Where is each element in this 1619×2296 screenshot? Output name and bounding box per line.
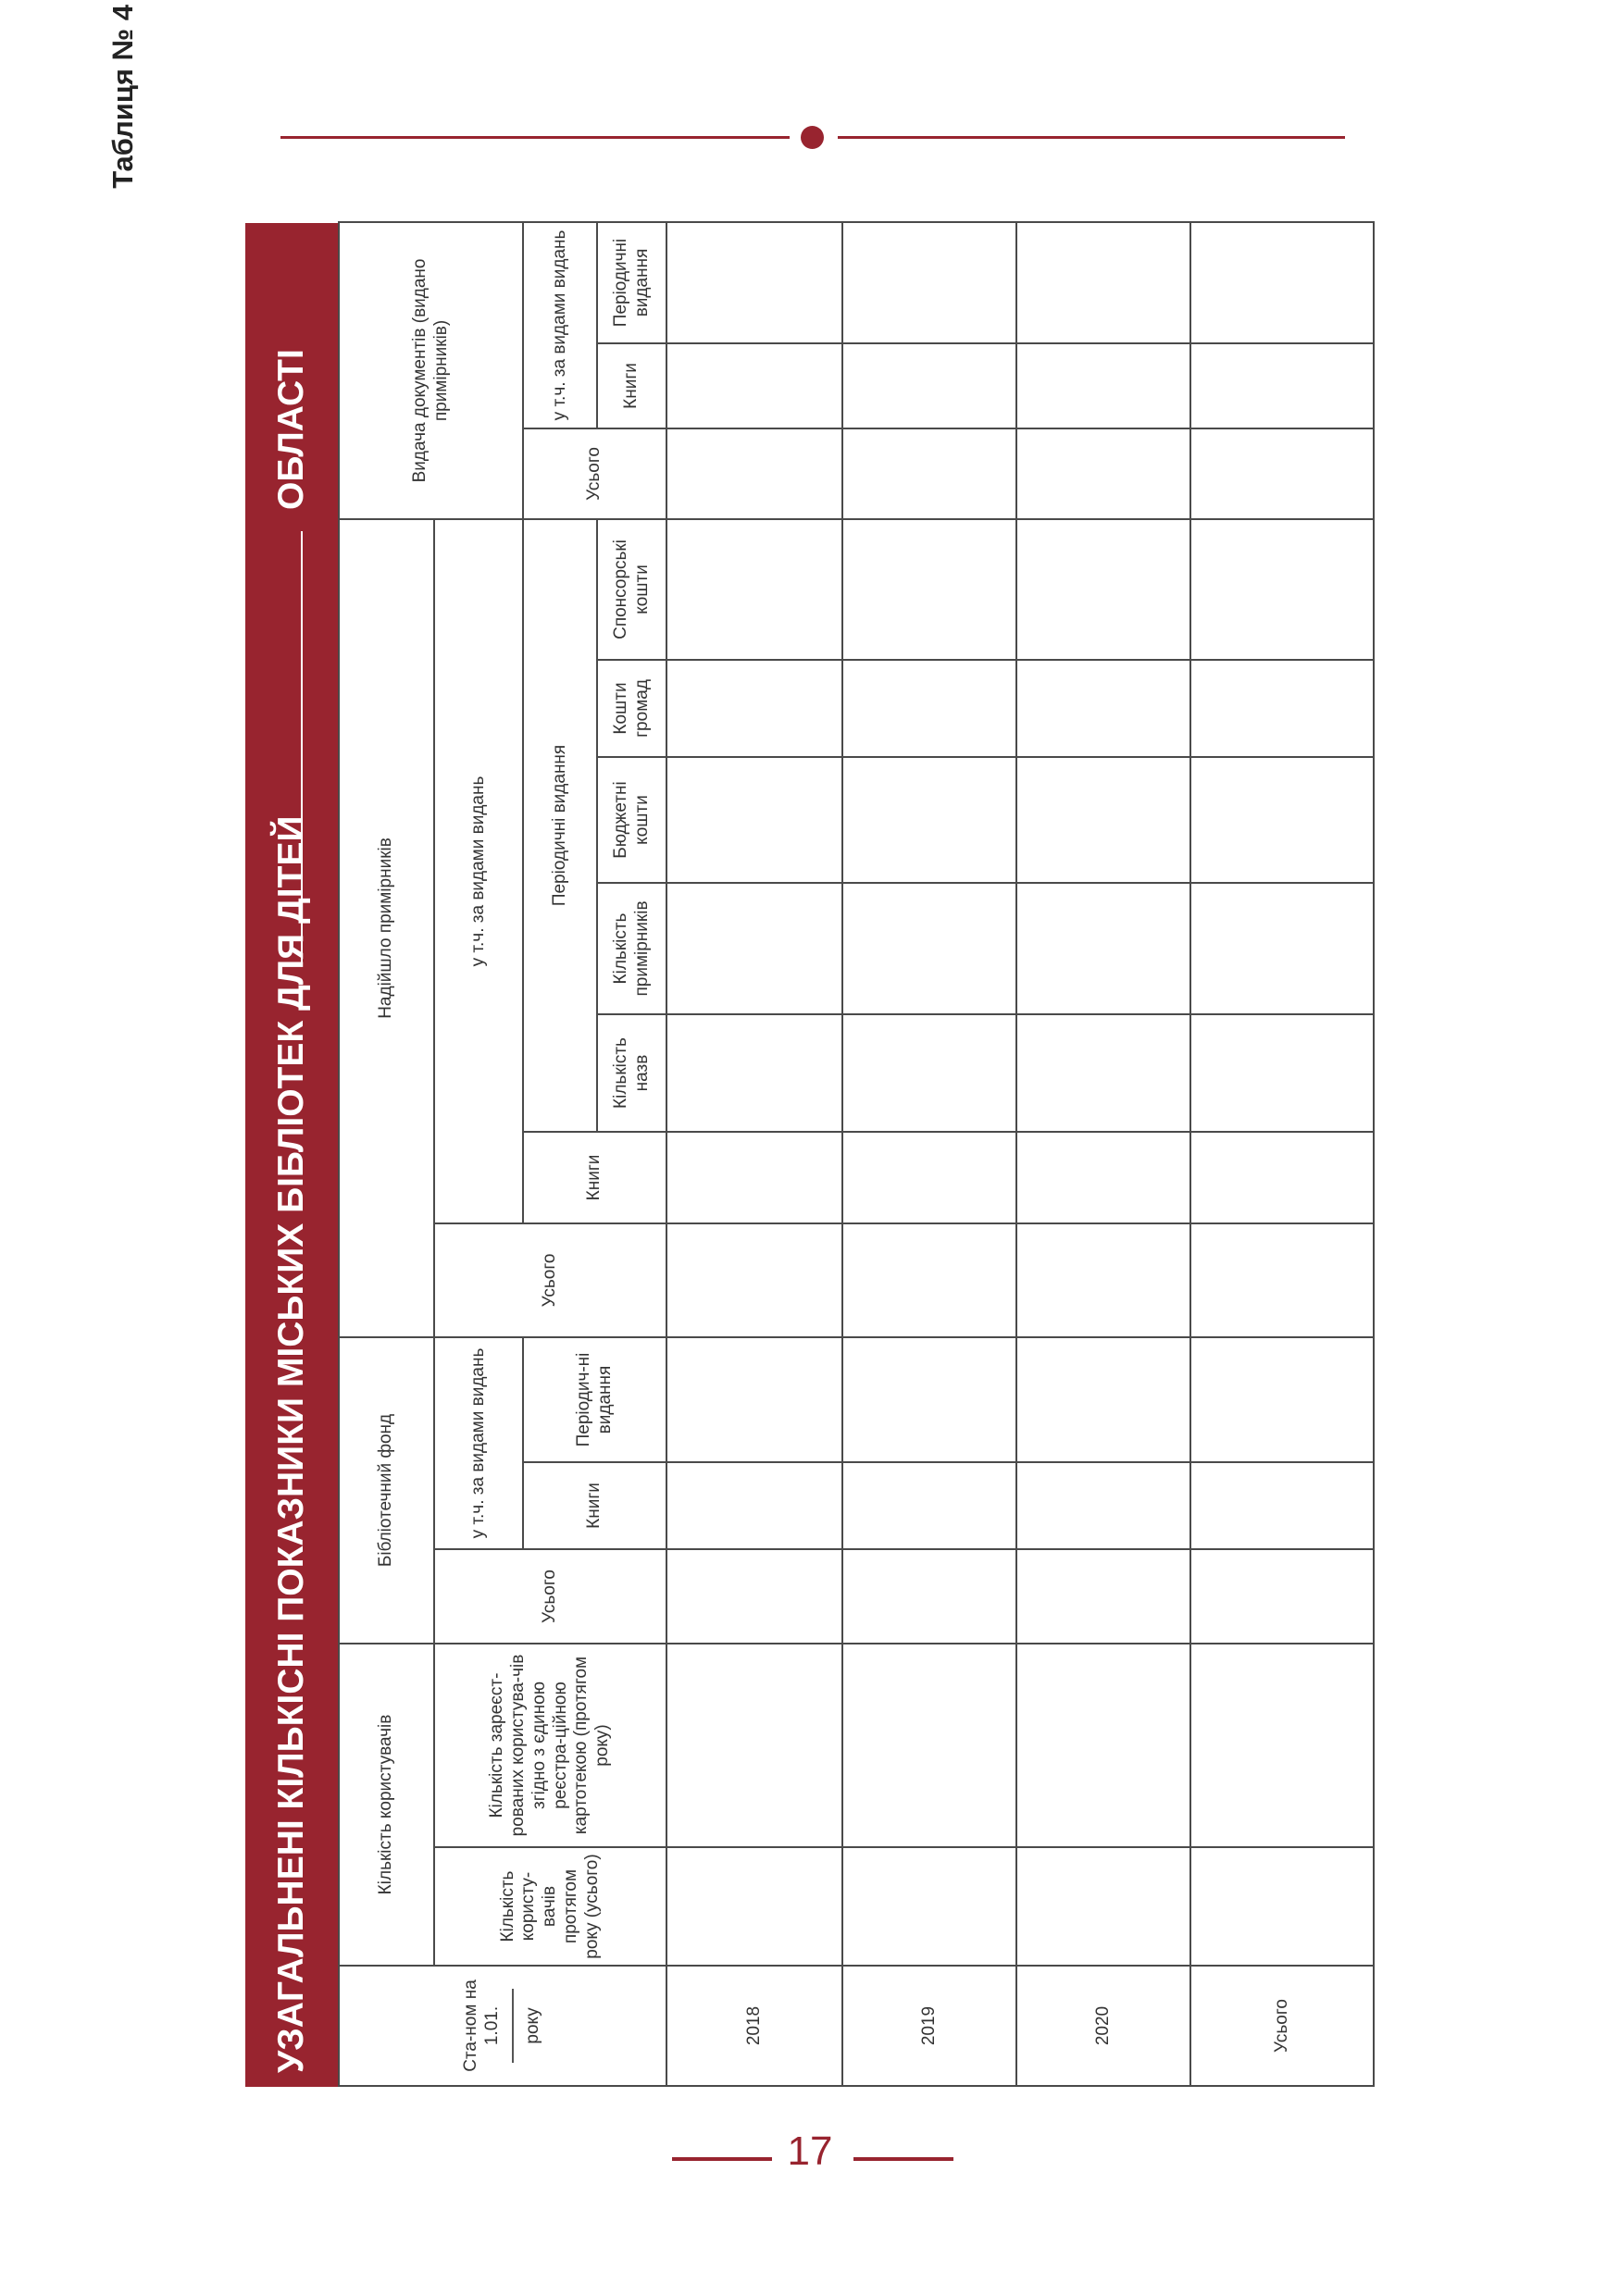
users-group-header: Кількість користувачів <box>339 1644 434 1966</box>
data-cell[interactable] <box>1190 1132 1374 1223</box>
data-cell[interactable] <box>842 428 1016 519</box>
data-cell[interactable] <box>1190 1549 1374 1644</box>
data-cell[interactable] <box>666 883 842 1014</box>
received-total-header: Усього <box>434 1223 666 1337</box>
data-cell[interactable] <box>842 343 1016 428</box>
data-cell[interactable] <box>1190 1644 1374 1847</box>
data-cell[interactable] <box>1190 1014 1374 1132</box>
page-number: 17 <box>787 2128 833 2174</box>
data-cell[interactable] <box>1016 1014 1190 1132</box>
data-cell[interactable] <box>1016 883 1190 1014</box>
data-cell[interactable] <box>666 343 842 428</box>
received-community-header: Кошти громад <box>597 660 666 757</box>
issued-periodicals-header: Періодичні видання <box>597 222 666 343</box>
data-cell[interactable] <box>1016 519 1190 660</box>
data-cell[interactable] <box>842 519 1016 660</box>
data-cell[interactable] <box>666 660 842 757</box>
top-rule-right <box>838 136 1345 139</box>
fund-by-type-header: у т.ч. за видами видань <box>434 1337 523 1549</box>
data-cell[interactable] <box>1016 1549 1190 1644</box>
table-row <box>666 222 842 2086</box>
data-cell[interactable] <box>1016 660 1190 757</box>
received-books-header: Книги <box>523 1132 666 1223</box>
footer-rule-right <box>853 2157 953 2161</box>
data-cell[interactable] <box>666 757 842 883</box>
statistics-table <box>338 221 1375 2087</box>
data-cell[interactable] <box>842 1337 1016 1462</box>
status-date-header: Ста-ном на 1.01. року <box>339 1966 666 2086</box>
received-by-type-header: у т.ч. за видами видань <box>434 519 523 1223</box>
data-cell[interactable] <box>1190 1462 1374 1549</box>
data-cell[interactable] <box>1190 1847 1374 1966</box>
data-cell[interactable] <box>842 222 1016 343</box>
data-cell[interactable] <box>842 1847 1016 1966</box>
data-cell[interactable] <box>1016 1644 1190 1847</box>
data-cell[interactable] <box>1190 757 1374 883</box>
data-cell[interactable] <box>1190 519 1374 660</box>
title-bar <box>245 223 338 2087</box>
received-sponsor-header: Спонсорські кошти <box>597 519 666 660</box>
top-rule-dot <box>801 126 824 149</box>
data-cell[interactable] <box>842 1014 1016 1132</box>
data-cell[interactable] <box>842 1223 1016 1337</box>
header-row-1 <box>339 222 434 2086</box>
data-cell[interactable] <box>1190 1337 1374 1462</box>
table-title: УЗАГАЛЬНЕНІ КІЛЬКІСНІ ПОКАЗНИКИ МІСЬКИХ БІБЛІОТЕК ДЛЯ ДІТЕЙ <box>271 815 311 2073</box>
data-cell[interactable] <box>1016 343 1190 428</box>
fund-periodicals-header: Періодич-ні видання <box>523 1337 666 1462</box>
data-cell[interactable] <box>666 1549 842 1644</box>
region-blank-line <box>301 531 303 964</box>
received-copies-count-header: Кількість примірників <box>597 883 666 1014</box>
data-cell[interactable] <box>1190 428 1374 519</box>
row-label-2019: 2019 <box>842 1966 1016 2086</box>
received-periodicals-header: Періодичні видання <box>523 519 597 1132</box>
table-number: Таблиця № 4 <box>106 5 139 189</box>
row-label-2020: 2020 <box>1016 1966 1190 2086</box>
data-cell[interactable] <box>1016 1847 1190 1966</box>
data-cell[interactable] <box>1016 222 1190 343</box>
received-budget-header: Бюджетні кошти <box>597 757 666 883</box>
data-cell[interactable] <box>1016 1223 1190 1337</box>
data-cell[interactable] <box>842 1549 1016 1644</box>
data-cell[interactable] <box>842 757 1016 883</box>
data-cell[interactable] <box>1190 883 1374 1014</box>
data-cell[interactable] <box>842 660 1016 757</box>
users-registered-header: Кількість зареєст-рованих користува-чів згідно з єдиною реєстра-ційною картотекою (протягом року) <box>434 1644 666 1847</box>
data-cell[interactable] <box>1016 757 1190 883</box>
data-cell[interactable] <box>666 428 842 519</box>
data-cell[interactable] <box>1016 1337 1190 1462</box>
data-cell[interactable] <box>842 1132 1016 1223</box>
data-cell[interactable] <box>842 1644 1016 1847</box>
issued-books-header: Книги <box>597 343 666 428</box>
data-cell[interactable] <box>666 1014 842 1132</box>
users-during-year-header: Кількість користу-вачів протягом року (усього) <box>434 1847 666 1966</box>
fund-books-header: Книги <box>523 1462 666 1549</box>
table-title-suffix: ОБЛАСТІ <box>271 349 311 510</box>
received-titles-count-header: Кількість назв <box>597 1014 666 1132</box>
data-cell[interactable] <box>1016 1132 1190 1223</box>
data-cell[interactable] <box>666 1847 842 1966</box>
data-cell[interactable] <box>666 222 842 343</box>
issued-by-type-header: у т.ч. за видами видань <box>523 222 597 428</box>
data-cell[interactable] <box>1190 660 1374 757</box>
data-cell[interactable] <box>1190 1223 1374 1337</box>
data-cell[interactable] <box>842 1462 1016 1549</box>
data-cell[interactable] <box>1190 343 1374 428</box>
data-cell[interactable] <box>1190 222 1374 343</box>
data-cell[interactable] <box>1016 428 1190 519</box>
row-label-total: Усього <box>1190 1966 1374 2086</box>
rotated-table-area <box>106 5 1444 2087</box>
data-cell[interactable] <box>666 1337 842 1462</box>
received-group-header: Надійшло примірників <box>339 519 434 1337</box>
row-label-2018: 2018 <box>666 1966 842 2086</box>
fund-group-header: Бібліотечний фонд <box>339 1337 434 1644</box>
table-row <box>842 222 1016 2086</box>
data-cell[interactable] <box>666 1462 842 1549</box>
fund-total-header: Усього <box>434 1549 666 1644</box>
table-row <box>1016 222 1190 2086</box>
data-cell[interactable] <box>666 519 842 660</box>
data-cell[interactable] <box>1016 1462 1190 1549</box>
issued-group-header: Видача документів (видано примірників) <box>339 222 523 519</box>
top-rule-left <box>280 136 790 139</box>
table-row <box>1190 222 1374 2086</box>
data-cell[interactable] <box>666 1223 842 1337</box>
issued-total-header: Усього <box>523 428 666 519</box>
data-cell[interactable] <box>666 1644 842 1847</box>
data-cell[interactable] <box>842 883 1016 1014</box>
data-cell[interactable] <box>666 1132 842 1223</box>
